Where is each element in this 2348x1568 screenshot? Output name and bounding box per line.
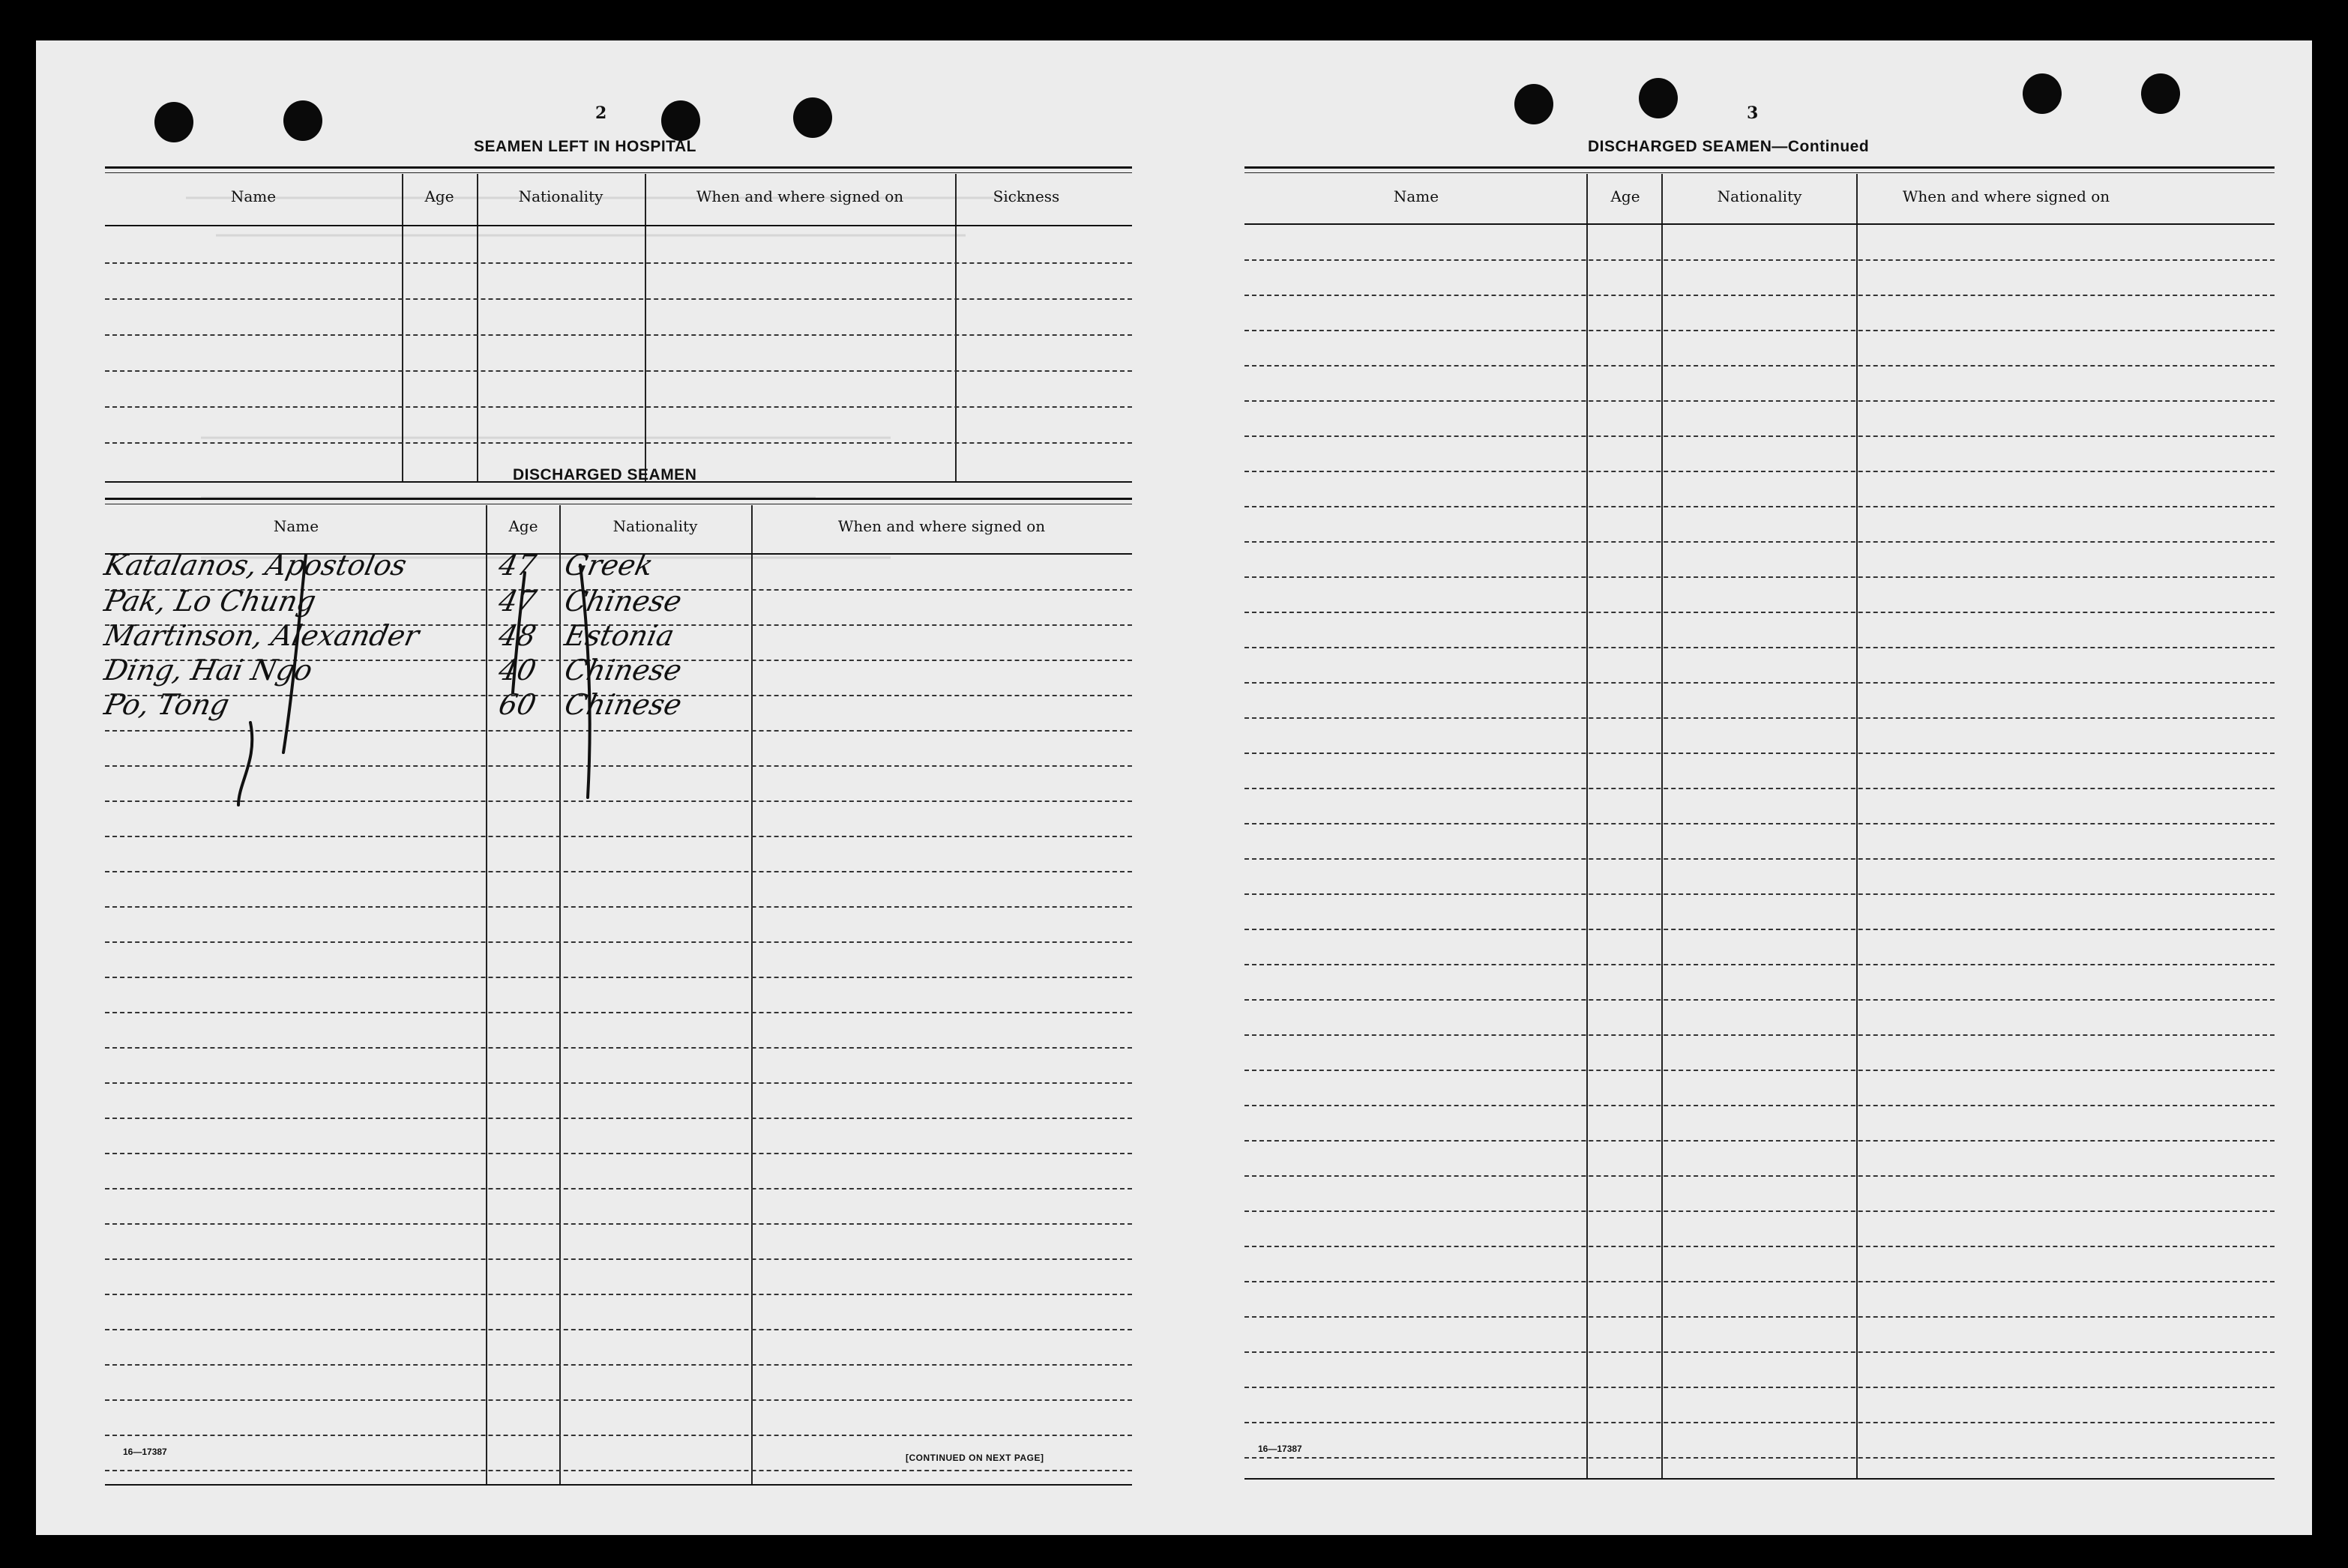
form-code-left: 16—17387 [123,1447,167,1457]
discharged-col-divider [559,505,561,1484]
ruled-row-line [1244,858,2275,860]
punch-hole [1514,84,1553,124]
ruled-row-line [1244,400,2275,402]
ruled-row-line [1244,929,2275,930]
document-sheet [36,40,2312,1535]
hospital-col-age: Age [424,187,454,205]
ruled-row-line [1244,576,2275,578]
ruled-row-line [1244,435,2275,437]
entry-nationality: Greek [562,549,657,582]
discharged-col-divider [751,505,753,1484]
discharged-section-title: DISCHARGED SEAMEN [513,466,697,483]
ruled-row-line [1244,647,2275,648]
ruled-row-line [1244,1316,2275,1318]
ruled-row-line [105,765,1132,767]
entry-nationality: Chinese [562,654,685,687]
hospital-row-line [105,406,1132,408]
hospital-col-divider [477,174,478,481]
right-col-nationality: Nationality [1717,187,1802,205]
ruled-row-line [105,977,1132,978]
entry-name: Martinson, Alexander [101,619,422,652]
hospital-row-line [105,298,1132,300]
punch-hole [1639,78,1678,118]
discharged-top-rule [105,498,1132,500]
ruled-row-line [1244,612,2275,613]
ruled-row-line [1244,893,2275,895]
entry-nationality: Chinese [562,585,685,618]
ruled-row-line [105,800,1132,802]
hospital-row-line [105,442,1132,444]
ruled-row-line [1244,1281,2275,1282]
ruled-row-line [1244,999,2275,1001]
ruled-row-line [1244,1210,2275,1212]
hospital-row-line [105,370,1132,372]
ruled-row-line [1244,295,2275,296]
ruled-row-line [1244,1387,2275,1388]
ruled-row-line [1244,471,2275,472]
right-top-rule [1244,166,2275,169]
ruled-row-line [105,1082,1132,1084]
right-top-rule-2 [1244,172,2275,173]
ruled-row-line [105,1223,1132,1225]
ruled-row-line [105,1258,1132,1260]
ruled-row-line [1244,1175,2275,1177]
ruled-row-line [1244,1034,2275,1036]
ruled-row-line [1244,1140,2275,1142]
ruled-row-line [105,1329,1132,1330]
ruled-row-line [105,941,1132,943]
right-col-name: Name [1393,187,1439,205]
punch-hole [793,97,832,138]
punch-hole [283,100,322,141]
hospital-section-title: SEAMEN LEFT IN HOSPITAL [474,138,696,155]
punch-hole [2023,73,2062,114]
discharged-col-divider [486,505,487,1484]
ruled-row-line [105,1047,1132,1049]
right-title-main: DISCHARGED SEAMEN [1588,138,1772,155]
bleed-through [141,153,1116,827]
entry-age: 47 [496,585,540,618]
ruled-row-line [105,836,1132,837]
continued-note: [CONTINUED ON NEXT PAGE] [906,1453,1044,1463]
right-header-rule [1244,223,2275,225]
ruled-row-line [1244,717,2275,719]
right-col-when-where: When and where signed on [1902,187,2110,205]
ruled-row-line [1244,1457,2275,1459]
punch-hole [661,100,700,141]
ruled-row-line [1244,1246,2275,1247]
hospital-header-rule [105,225,1132,226]
hospital-col-divider [955,174,957,481]
entry-nationality: Chinese [562,688,685,721]
entry-age: 60 [496,688,540,721]
ruled-row-line [105,1012,1132,1013]
ruled-row-line [1244,753,2275,754]
ruled-row-line [1244,506,2275,507]
ruled-row-line [1244,823,2275,824]
discharged-col-name: Name [273,517,319,535]
page-number-right: 3 [1747,103,1759,123]
hospital-col-nationality: Nationality [518,187,603,205]
ruled-row-line [1244,1422,2275,1423]
ruled-row-line [105,730,1132,732]
entry-age: 40 [496,654,540,687]
ruled-row-line [105,1188,1132,1189]
discharged-col-nationality: Nationality [612,517,698,535]
page-number-left: 2 [595,103,607,123]
ruled-row-line [1244,1105,2275,1106]
ruled-row-line [1244,964,2275,965]
form-code-right: 16—17387 [1258,1444,1302,1454]
hospital-col-divider [645,174,646,481]
entry-name: Po, Tong [101,688,232,721]
ruled-row-line [105,1364,1132,1366]
hospital-top-rule-2 [105,172,1132,173]
ruled-row-line [105,906,1132,908]
ruled-row-line [105,1294,1132,1295]
right-title-suffix: —Continued [1771,138,1870,155]
ruled-row-line [1244,682,2275,684]
hospital-top-rule [105,166,1132,169]
discharged-col-age: Age [508,517,538,535]
entry-age: 47 [496,549,540,582]
ruled-row-line [105,1399,1132,1401]
discharged-col-when-where: When and where signed on [837,517,1046,535]
punch-hole [2141,73,2180,114]
ruled-row-line [1244,365,2275,367]
ruled-row-line [105,1435,1132,1436]
right-col-divider [1661,174,1663,1478]
ruled-row-line [1244,788,2275,789]
hospital-row-line [105,334,1132,336]
ruled-row-line [105,1470,1132,1471]
entry-age: 48 [496,619,540,652]
hospital-col-sickness: Sickness [993,187,1060,205]
ruled-row-line [1244,330,2275,331]
ruled-row-line [1244,541,2275,543]
entry-name: Ding, Hai Ngo [101,654,316,687]
entry-name: Katalanos, Apostolos [101,549,410,582]
hospital-col-when-where: When and where signed on [696,187,904,205]
discharged-bottom-rule [105,1484,1132,1486]
entry-name: Pak, Lo Chung [101,585,319,618]
ruled-row-line [1244,1351,2275,1353]
right-col-divider [1856,174,1858,1478]
ruled-row-line [105,1118,1132,1119]
hospital-row-line [105,262,1132,264]
ruled-row-line [1244,259,2275,261]
hospital-col-divider [402,174,403,481]
right-bottom-rule [1244,1478,2275,1480]
right-col-divider [1586,174,1588,1478]
ruled-row-line [105,871,1132,872]
entry-nationality: Estonia [562,619,678,652]
ruled-row-line [1244,1070,2275,1071]
ruled-row-line [105,1153,1132,1154]
right-col-age: Age [1610,187,1640,205]
hospital-col-name: Name [230,187,277,205]
punch-hole [154,102,193,142]
right-section-title [1588,138,1869,156]
